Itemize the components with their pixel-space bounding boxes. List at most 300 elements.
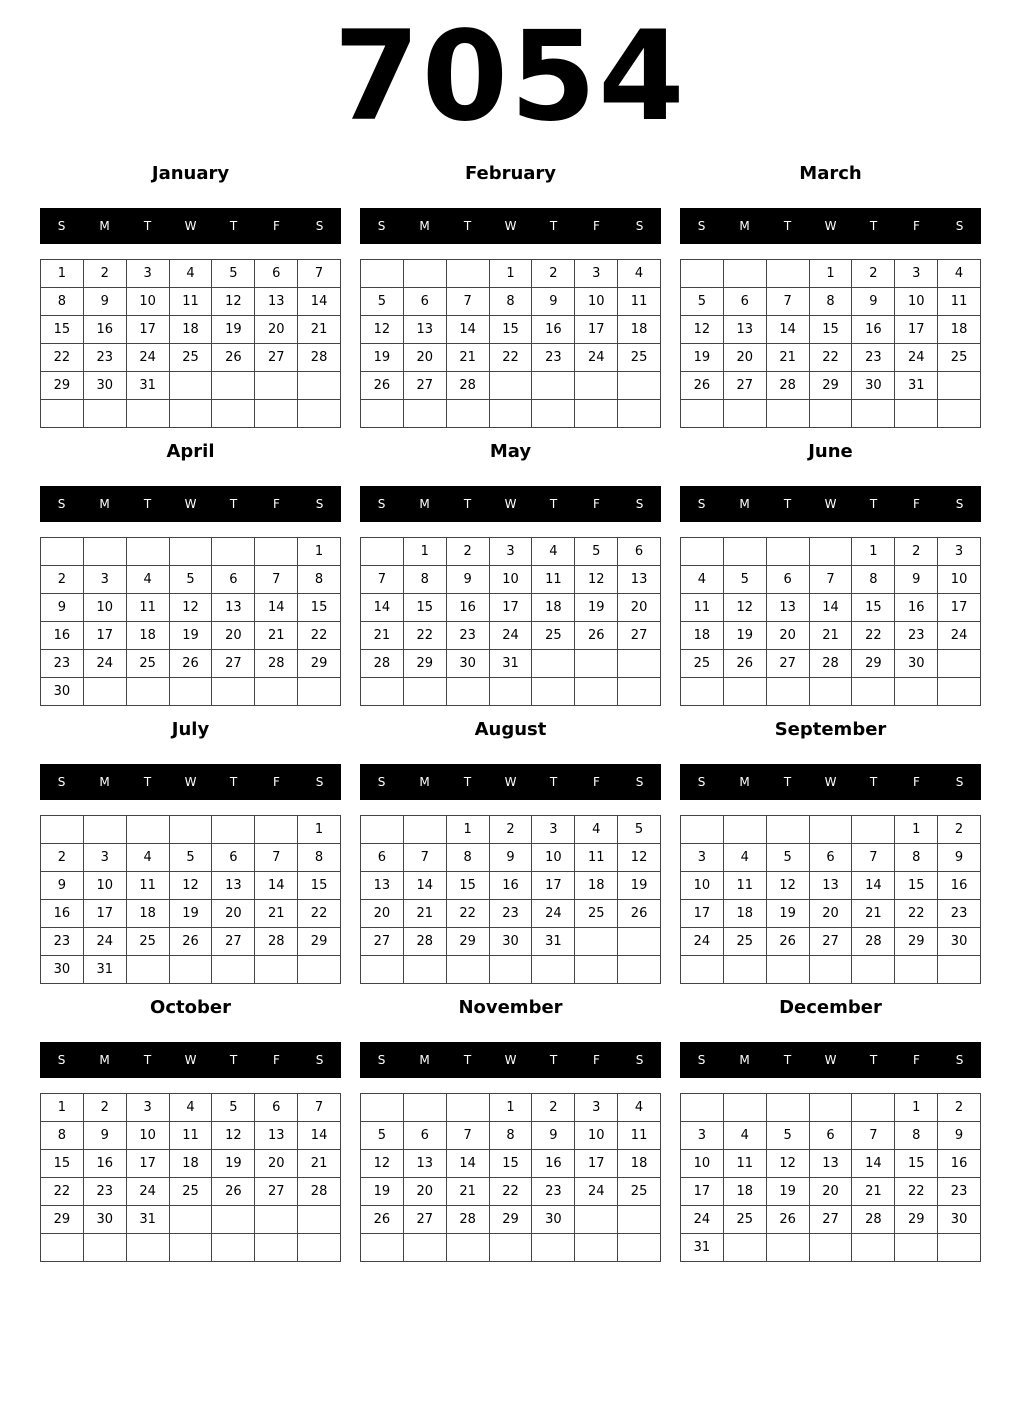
day-grid [680,259,981,428]
empty-day-cell [681,260,724,288]
month-name: August [474,719,547,740]
day-cell: 3 [895,260,938,288]
empty-day-cell [490,1234,533,1262]
empty-day-cell [852,678,895,706]
day-grid [360,1093,661,1262]
day-cell: 25 [618,1178,661,1206]
empty-day-cell [810,1234,853,1262]
day-cell: 10 [532,844,575,872]
day-cell: 16 [84,316,127,344]
day-cell: 13 [810,1150,853,1178]
day-cell: 26 [575,622,618,650]
day-cell: 27 [767,650,810,678]
day-cell: 15 [895,1150,938,1178]
day-cell: 9 [41,594,84,622]
weekday-label: F [593,219,600,233]
day-cell: 22 [298,622,341,650]
day-cell: 6 [255,260,298,288]
weekday-label: S [315,775,324,789]
empty-day-cell [361,1094,404,1122]
day-cell: 13 [404,316,447,344]
day-cell: 18 [618,1150,661,1178]
day-cell: 22 [852,622,895,650]
day-cell: 10 [895,288,938,316]
weekday-label: W [824,775,837,789]
empty-day-cell [127,538,170,566]
day-grid [360,259,661,428]
weekday-header [40,486,341,522]
empty-day-cell [895,1234,938,1262]
day-cell: 1 [404,538,447,566]
day-cell: 7 [298,260,341,288]
day-cell: 11 [938,288,981,316]
empty-day-cell [681,956,724,984]
day-cell: 6 [810,1122,853,1150]
day-cell: 25 [938,344,981,372]
day-cell: 5 [681,288,724,316]
day-cell: 25 [724,1206,767,1234]
day-grid [680,1093,981,1262]
empty-day-cell [618,400,661,428]
day-cell: 9 [84,1122,127,1150]
weekday-label: F [913,775,920,789]
day-cell: 8 [895,844,938,872]
day-cell: 31 [127,1206,170,1234]
empty-day-cell [532,1234,575,1262]
empty-day-cell [575,650,618,678]
day-cell: 17 [575,316,618,344]
day-cell: 5 [724,566,767,594]
empty-day-cell [810,538,853,566]
day-cell: 17 [84,900,127,928]
empty-day-cell [852,956,895,984]
empty-day-cell [575,928,618,956]
day-cell: 2 [532,260,575,288]
empty-day-cell [255,956,298,984]
day-cell: 21 [298,1150,341,1178]
day-cell: 12 [361,1150,404,1178]
day-cell: 10 [84,872,127,900]
empty-day-cell [681,538,724,566]
day-cell: 25 [170,1178,213,1206]
day-cell: 5 [170,844,213,872]
weekday-label: M [739,775,750,789]
day-cell: 15 [404,594,447,622]
empty-day-cell [852,1094,895,1122]
day-cell: 31 [681,1234,724,1262]
day-cell: 4 [618,1094,661,1122]
day-cell: 30 [84,372,127,400]
empty-day-cell [298,400,341,428]
day-cell: 15 [298,872,341,900]
empty-day-cell [212,816,255,844]
empty-day-cell [575,678,618,706]
month-name: October [150,997,231,1018]
day-cell: 22 [41,344,84,372]
day-cell: 2 [938,1094,981,1122]
day-cell: 26 [361,372,404,400]
empty-day-cell [490,372,533,400]
day-cell: 7 [447,1122,490,1150]
empty-day-cell [447,1234,490,1262]
day-cell: 24 [532,900,575,928]
day-cell: 11 [170,1122,213,1150]
day-cell: 27 [404,1206,447,1234]
day-cell: 14 [810,594,853,622]
day-cell: 26 [170,650,213,678]
weekday-label: S [377,1053,386,1067]
empty-day-cell [447,956,490,984]
weekday-header [680,764,981,800]
day-cell: 12 [767,1150,810,1178]
empty-day-cell [84,816,127,844]
day-cell: 23 [84,344,127,372]
day-cell: 29 [852,650,895,678]
day-cell: 14 [767,316,810,344]
day-cell: 21 [361,622,404,650]
day-cell: 21 [810,622,853,650]
weekday-label: M [739,219,750,233]
day-cell: 3 [532,816,575,844]
day-cell: 10 [575,288,618,316]
empty-day-cell [170,1206,213,1234]
empty-day-cell [447,678,490,706]
weekday-label: S [955,1053,964,1067]
empty-day-cell [447,260,490,288]
day-cell: 24 [127,1178,170,1206]
day-cell: 3 [490,538,533,566]
empty-day-cell [41,538,84,566]
weekday-label: S [635,775,644,789]
empty-day-cell [255,816,298,844]
day-cell: 20 [212,900,255,928]
day-cell: 27 [810,928,853,956]
empty-day-cell [810,1094,853,1122]
day-cell: 17 [532,872,575,900]
day-cell: 16 [41,900,84,928]
empty-day-cell [170,400,213,428]
day-cell: 20 [724,344,767,372]
empty-day-cell [41,1234,84,1262]
day-grid [680,537,981,706]
empty-day-cell [681,400,724,428]
day-cell: 26 [361,1206,404,1234]
day-cell: 9 [532,1122,575,1150]
empty-day-cell [490,678,533,706]
day-cell: 19 [212,316,255,344]
day-cell: 15 [895,872,938,900]
day-cell: 6 [404,288,447,316]
day-cell: 23 [84,1178,127,1206]
day-cell: 8 [810,288,853,316]
empty-day-cell [212,1206,255,1234]
weekday-label: W [504,1053,517,1067]
day-cell: 27 [810,1206,853,1234]
empty-day-cell [767,260,810,288]
empty-day-cell [767,956,810,984]
day-cell: 6 [361,844,404,872]
day-cell: 11 [127,872,170,900]
weekday-label: T [463,497,472,511]
empty-day-cell [767,816,810,844]
empty-day-cell [490,400,533,428]
day-grid [40,1093,341,1262]
day-cell: 24 [127,344,170,372]
day-cell: 8 [41,288,84,316]
day-cell: 22 [490,344,533,372]
day-cell: 24 [575,1178,618,1206]
empty-day-cell [532,956,575,984]
day-cell: 11 [681,594,724,622]
day-cell: 17 [575,1150,618,1178]
weekday-label: W [504,219,517,233]
day-cell: 6 [212,566,255,594]
day-cell: 3 [84,844,127,872]
empty-day-cell [447,1094,490,1122]
day-cell: 2 [490,816,533,844]
day-cell: 19 [681,344,724,372]
day-cell: 13 [212,872,255,900]
day-cell: 7 [255,844,298,872]
day-cell: 31 [127,372,170,400]
empty-day-cell [404,1234,447,1262]
day-cell: 28 [852,1206,895,1234]
day-cell: 14 [298,1122,341,1150]
weekday-label: F [273,775,280,789]
day-cell: 2 [895,538,938,566]
empty-day-cell [361,956,404,984]
weekday-header [680,486,981,522]
day-cell: 9 [447,566,490,594]
day-cell: 12 [618,844,661,872]
day-cell: 25 [127,650,170,678]
day-cell: 25 [575,900,618,928]
weekday-label: T [143,219,152,233]
weekday-label: T [869,497,878,511]
day-cell: 19 [767,900,810,928]
empty-day-cell [298,956,341,984]
day-cell: 23 [938,1178,981,1206]
empty-day-cell [938,372,981,400]
day-cell: 23 [938,900,981,928]
day-cell: 16 [490,872,533,900]
day-cell: 30 [84,1206,127,1234]
day-cell: 30 [938,1206,981,1234]
day-cell: 1 [490,1094,533,1122]
weekday-label: S [697,775,706,789]
empty-day-cell [767,1234,810,1262]
day-cell: 4 [127,566,170,594]
day-cell: 6 [255,1094,298,1122]
day-cell: 9 [490,844,533,872]
day-cell: 8 [298,566,341,594]
day-cell: 23 [532,344,575,372]
day-cell: 5 [767,844,810,872]
empty-day-cell [810,678,853,706]
weekday-label: S [315,1053,324,1067]
weekday-label: T [549,775,558,789]
weekday-label: S [635,497,644,511]
day-cell: 14 [404,872,447,900]
day-cell: 8 [490,288,533,316]
day-cell: 24 [681,1206,724,1234]
empty-day-cell [212,678,255,706]
empty-day-cell [618,372,661,400]
month-name: May [489,441,532,462]
day-cell: 18 [938,316,981,344]
day-cell: 3 [127,260,170,288]
day-cell: 26 [724,650,767,678]
empty-day-cell [255,400,298,428]
day-cell: 1 [41,1094,84,1122]
weekday-label: S [57,497,66,511]
weekday-label: M [419,1053,430,1067]
weekday-label: T [463,775,472,789]
day-cell: 5 [212,1094,255,1122]
day-cell: 1 [852,538,895,566]
month-name: June [808,441,853,462]
day-cell: 29 [41,372,84,400]
empty-day-cell [84,1234,127,1262]
day-cell: 3 [575,260,618,288]
empty-day-cell [298,678,341,706]
weekday-header [40,764,341,800]
empty-day-cell [767,1094,810,1122]
day-cell: 26 [767,928,810,956]
empty-day-cell [575,400,618,428]
weekday-label: T [549,497,558,511]
day-cell: 29 [404,650,447,678]
day-cell: 10 [490,566,533,594]
day-cell: 28 [361,650,404,678]
day-cell: 9 [895,566,938,594]
day-cell: 2 [41,844,84,872]
weekday-header [680,1042,981,1078]
day-cell: 2 [84,1094,127,1122]
empty-day-cell [681,816,724,844]
day-cell: 4 [724,1122,767,1150]
day-cell: 17 [127,316,170,344]
day-cell: 2 [41,566,84,594]
weekday-header [40,208,341,244]
day-cell: 29 [298,650,341,678]
day-cell: 28 [298,344,341,372]
day-cell: 20 [404,344,447,372]
day-cell: 2 [852,260,895,288]
day-cell: 27 [212,650,255,678]
weekday-label: F [913,219,920,233]
empty-day-cell [361,400,404,428]
month-name: March [799,163,862,184]
empty-day-cell [938,956,981,984]
day-cell: 9 [532,288,575,316]
day-cell: 21 [404,900,447,928]
day-cell: 18 [575,872,618,900]
weekday-label: W [824,219,837,233]
day-cell: 3 [575,1094,618,1122]
day-cell: 29 [895,1206,938,1234]
day-cell: 2 [84,260,127,288]
empty-day-cell [724,260,767,288]
year-title: 7054 [333,5,687,149]
month-name: November [458,997,563,1018]
day-cell: 19 [724,622,767,650]
day-cell: 16 [938,872,981,900]
day-cell: 10 [938,566,981,594]
day-cell: 7 [810,566,853,594]
empty-day-cell [212,372,255,400]
day-cell: 18 [618,316,661,344]
weekday-label: T [229,497,238,511]
day-cell: 6 [618,538,661,566]
day-cell: 22 [447,900,490,928]
weekday-label: T [783,497,792,511]
empty-day-cell [361,816,404,844]
empty-day-cell [724,538,767,566]
day-cell: 8 [447,844,490,872]
day-cell: 15 [852,594,895,622]
day-cell: 24 [575,344,618,372]
day-grid [40,815,341,984]
day-cell: 28 [767,372,810,400]
day-cell: 10 [127,288,170,316]
day-cell: 14 [447,1150,490,1178]
weekday-label: M [99,497,110,511]
day-cell: 4 [724,844,767,872]
day-cell: 4 [681,566,724,594]
month-name: December [779,997,882,1018]
day-cell: 8 [41,1122,84,1150]
day-grid [360,537,661,706]
weekday-label: W [504,775,517,789]
day-cell: 21 [447,1178,490,1206]
day-cell: 12 [575,566,618,594]
day-cell: 11 [618,288,661,316]
day-cell: 14 [852,872,895,900]
day-cell: 9 [938,844,981,872]
day-cell: 27 [255,1178,298,1206]
day-cell: 25 [681,650,724,678]
empty-day-cell [212,538,255,566]
day-cell: 12 [212,1122,255,1150]
day-cell: 17 [895,316,938,344]
day-cell: 28 [298,1178,341,1206]
day-cell: 7 [298,1094,341,1122]
empty-day-cell [767,538,810,566]
empty-day-cell [361,260,404,288]
day-cell: 19 [575,594,618,622]
weekday-label: S [377,219,386,233]
empty-day-cell [404,260,447,288]
empty-day-cell [404,956,447,984]
day-cell: 7 [255,566,298,594]
day-cell: 12 [361,316,404,344]
day-cell: 28 [255,928,298,956]
day-cell: 25 [532,622,575,650]
empty-day-cell [212,1234,255,1262]
day-cell: 21 [255,900,298,928]
empty-day-cell [724,400,767,428]
weekday-header [680,208,981,244]
day-cell: 11 [618,1122,661,1150]
weekday-label: T [869,1053,878,1067]
day-cell: 25 [170,344,213,372]
weekday-label: S [57,775,66,789]
day-cell: 9 [852,288,895,316]
day-cell: 11 [170,288,213,316]
day-cell: 30 [895,650,938,678]
weekday-header [40,1042,341,1078]
